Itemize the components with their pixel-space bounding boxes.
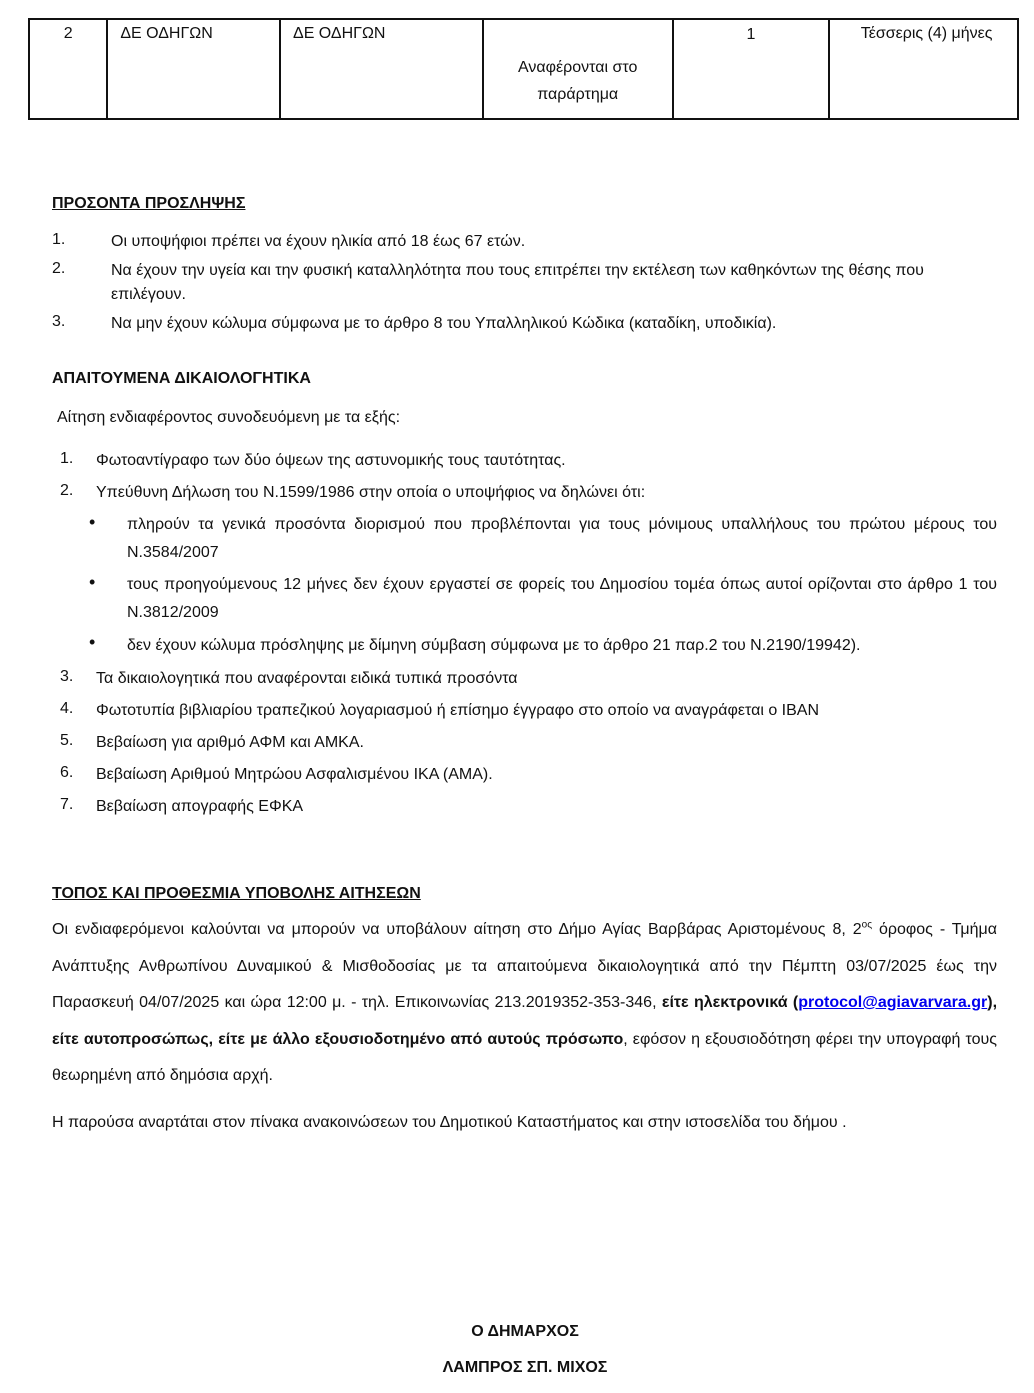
floor-superscript: ος (861, 919, 873, 931)
list-number: 3. (52, 313, 66, 330)
submission-heading: ΤΟΠΟΣ ΚΑΙ ΠΡΟΘΕΣΜΙΑ ΥΠΟΒΟΛΗΣ ΑΙΤΗΣΕΩΝ (52, 885, 421, 902)
signature-name: ΛΑΜΠΡΟΣ ΣΠ. ΜΙΧΟΣ (442, 1359, 608, 1376)
submission-text: Οι ενδιαφερόμενοι καλούνται να μπορούν να υποβάλουν αίτηση στο Δήμο Αγίας Βαρβάρας Αριστομένους 8, 2 (52, 921, 862, 938)
submission-bold-text: είτε ηλεκτρονικά ( (661, 994, 799, 1011)
bullet-glyph: • (89, 512, 96, 532)
count-text: 1 (746, 26, 756, 43)
qualifications-text: Αναφέρονται στο παράρτημα (518, 59, 638, 103)
list-number: 5. (60, 732, 74, 749)
submission-bold-text: ), είτε αυτοπροσώπως, είτε με άλλο εξουσιοδοτημένο από αυτούς πρόσωπο (52, 994, 998, 1048)
documents-heading: ΑΠΑΙΤΟΥΜΕΝΑ ΔΙΚΑΙΟΛΟΓΗΤΙΚΑ (52, 370, 311, 387)
submission-text: όροφος - Τμήμα Ανάπτυξης Ανθρωπίνου Δυναμικού & Μισθοδοσίας με τα απαιτούμενα δικαιολογητικά από την Πέμπτη 03/07/2025 έως την Παρασκευή 04/07/2025 και ώρα 12:00 μ. - τηλ. Επικοινωνίας 213.2019352-353-346, (52, 921, 997, 1011)
bullet-item: τους προηγούμενους 12 μήνες δεν έχουν εργαστεί σε φορείς του Δημοσίου τομέα όπως αυτοί ορίζονται στο άρθρο 1 του Ν.3812/2009 (127, 576, 997, 621)
submission-paragraph (52, 912, 997, 1095)
bullet-item: πληρούν τα γενικά προσόντα διορισμού που προβλέπονται για τους μόνιμους υπαλλήλους του πρώτου μέρους του Ν.3584/2007 (127, 516, 997, 561)
row-number: 2 (63, 25, 73, 42)
list-item: Βεβαίωση απογραφής ΕΦΚΑ (96, 798, 304, 815)
protocol-email-link[interactable]: protocol@agiavarvara.gr (798, 994, 988, 1011)
list-number: 1. (52, 231, 66, 248)
documents-intro: Αίτηση ενδιαφέροντος συνοδευόμενη με τα εξής: (57, 409, 401, 426)
list-item: Να μην έχουν κώλυμα σύμφωνα με το άρθρο 8 του Υπαλληλικού Κώδικα (καταδίκη, υποδικία). (111, 315, 777, 332)
row-number-cell (29, 19, 107, 119)
qualifications-cell (483, 19, 673, 119)
table-row (29, 19, 1018, 119)
signature-role: Ο ΔΗΜΑΡΧΟΣ (471, 1323, 579, 1340)
specialty-cell (107, 19, 280, 119)
list-number: 3. (60, 668, 74, 685)
list-item: Βεβαίωση για αριθμό ΑΦΜ και ΑΜΚΑ. (96, 734, 364, 751)
list-item: Βεβαίωση Αριθμού Μητρώου Ασφαλισμένου ΙΚΑ (ΑΜΑ). (96, 766, 493, 783)
duration-cell (829, 19, 1018, 119)
title-cell (280, 19, 483, 119)
requirements-heading: ΠΡΟΣΟΝΤΑ ΠΡΟΣΛΗΨΗΣ (52, 195, 246, 212)
bullet-item: δεν έχουν κώλυμα πρόσληψης με δίμηνη σύμβαση σύμφωνα με το άρθρο 21 παρ.2 του Ν.2190/19942). (127, 637, 861, 654)
positions-table (28, 18, 1019, 120)
title-text: ΔΕ ΟΔΗΓΩΝ (293, 25, 386, 42)
list-item: Φωτοτυπία βιβλιαρίου τραπεζικού λογαριασμού ή επίσημο έγγραφο στο οποίο να αναγράφεται ο IBAN (96, 702, 820, 719)
posting-paragraph: Η παρούσα αναρτάται στον πίνακα ανακοινώσεων του Δημοτικού Καταστήματος και στην ιστοσελίδα του δήμου . (52, 1114, 847, 1131)
list-item: Να έχουν την υγεία και την φυσική καταλληλότητα που τους επιτρέπει την εκτέλεση των καθηκόντων της θέσης που επιλέγουν. (111, 262, 924, 303)
submission-text: , εφόσον η εξουσιοδότηση φέρει την υπογραφή τους θεωρημένη από δημόσια αρχή. (52, 1030, 998, 1084)
list-item: Υπεύθυνη Δήλωση του Ν.1599/1986 στην οποία ο υποψήφιος να δηλώνει ότι: (96, 484, 646, 501)
list-number: 4. (60, 700, 74, 717)
list-number: 2. (52, 260, 66, 277)
bullet-glyph: • (89, 632, 96, 652)
list-number: 7. (60, 796, 74, 813)
list-item: Τα δικαιολογητικά που αναφέρονται ειδικά τυπικά προσόντα (96, 670, 518, 687)
count-cell (673, 19, 830, 119)
duration-text: Τέσσερις (4) μήνες (860, 25, 993, 42)
list-item: Φωτοαντίγραφο των δύο όψεων της αστυνομικής τους ταυτότητας. (96, 452, 566, 469)
list-item: Οι υποψήφιοι πρέπει να έχουν ηλικία από 18 έως 67 ετών. (111, 233, 526, 250)
list-number: 2. (60, 482, 74, 499)
bullet-glyph: • (89, 572, 96, 592)
list-number: 6. (60, 764, 74, 781)
list-number: 1. (60, 450, 74, 467)
specialty-text: ΔΕ ΟΔΗΓΩΝ (120, 25, 213, 42)
